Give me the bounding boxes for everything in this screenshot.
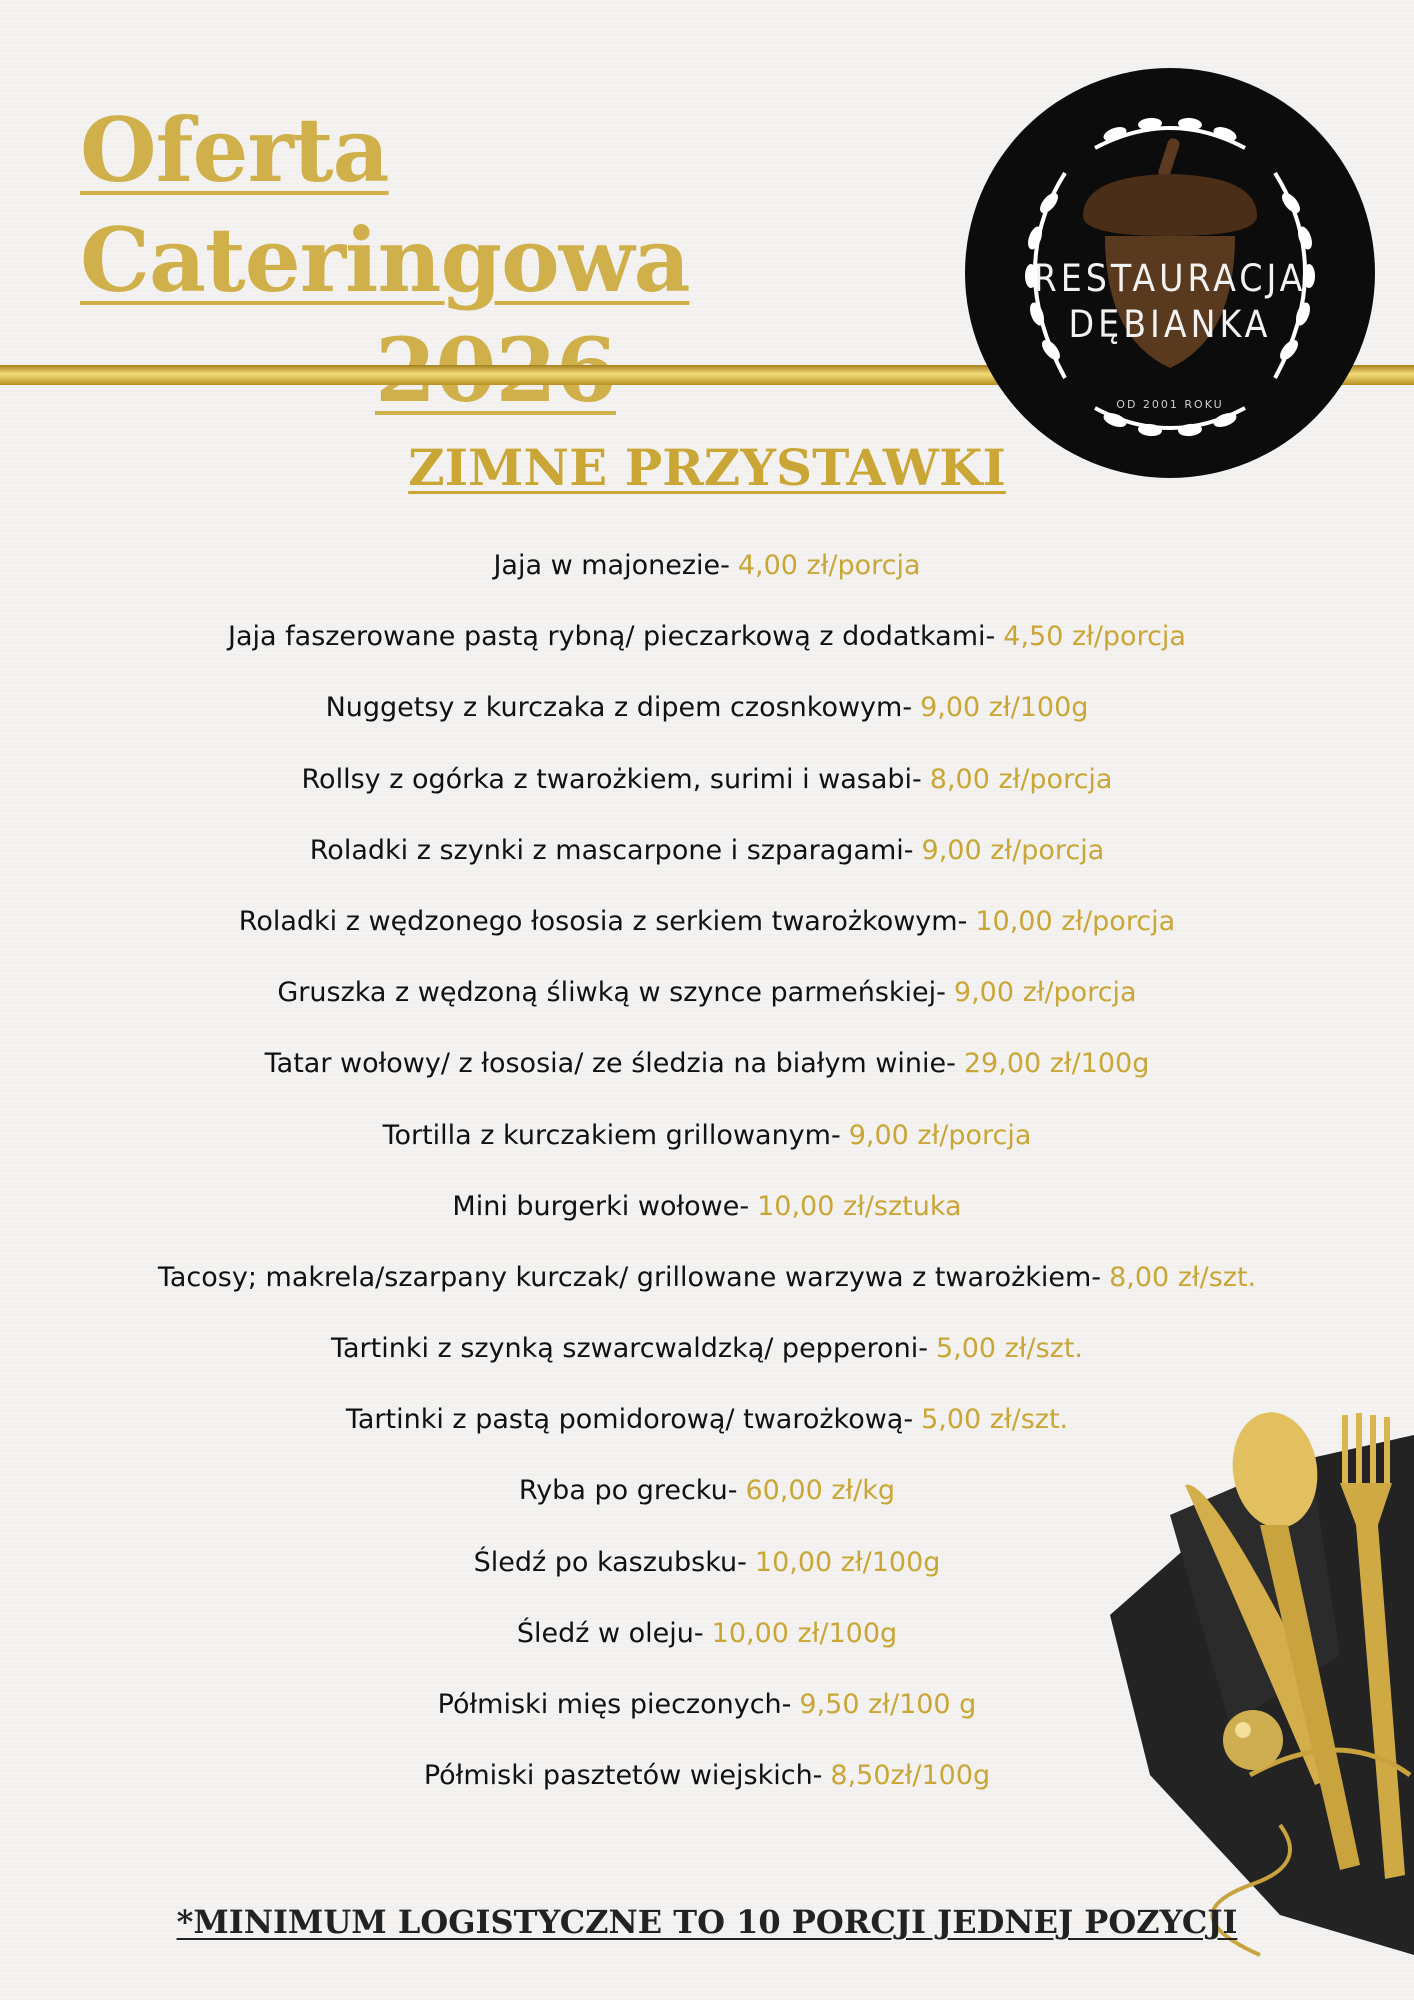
item-name: Jaja w majonezie- bbox=[493, 550, 730, 581]
menu-item bbox=[0, 1106, 1414, 1177]
item-name: Tartinki z pastą pomidorową/ twarożkową- bbox=[345, 1404, 914, 1436]
item-name: Roladki z szynki z mascarpone i szparagami- bbox=[309, 834, 914, 866]
item-price: 10,00 zł/100g bbox=[754, 1546, 941, 1578]
item-name: Tatar wołowy/ z łososia/ ze śledzia na białym winie- bbox=[264, 1048, 956, 1080]
item-price: 9,00 zł/porcja bbox=[921, 834, 1105, 866]
item-price: 9,50 zł/100 g bbox=[799, 1689, 977, 1720]
logo-line-1: RESTAURACJA bbox=[1033, 257, 1307, 300]
item-name: Śledź w oleju- bbox=[516, 1617, 704, 1649]
item-name: Gruszka z wędzoną śliwką w szynce parmeńskiej- bbox=[277, 977, 946, 1009]
item-name: Rollsy z ogórka z twarożkiem, surimi i wasabi- bbox=[301, 763, 922, 795]
menu-item bbox=[0, 1177, 1414, 1248]
logo-name bbox=[965, 256, 1375, 348]
section-title-text: ZIMNE PRZYSTAWKI bbox=[408, 438, 1006, 497]
item-price: 4,50 zł/porcja bbox=[1003, 621, 1186, 653]
menu-item bbox=[0, 821, 1414, 892]
item-price: 8,50zł/100g bbox=[830, 1760, 991, 1792]
logo-line-2: DĘBIANKA bbox=[1068, 303, 1272, 346]
item-price: 10,00 zł/100g bbox=[711, 1617, 898, 1649]
item-name: Mini burgerki wołowe- bbox=[452, 1190, 750, 1222]
item-name: Tartinki z szynką szwarcwaldzką/ pepperoni- bbox=[330, 1333, 928, 1365]
item-name: Jaja faszerowane pastą rybną/ pieczarkową z dodatkami- bbox=[228, 621, 996, 653]
item-name: Ryba po grecku- bbox=[518, 1475, 738, 1507]
section-title bbox=[0, 438, 1414, 497]
logo-since: OD 2001 ROKU bbox=[1116, 398, 1224, 411]
item-name: Półmiski mięs pieczonych- bbox=[437, 1689, 792, 1720]
item-price: 9,00 zł/100g bbox=[920, 692, 1089, 724]
item-name: Tortilla z kurczakiem grillowanym- bbox=[382, 1119, 841, 1151]
item-price: 8,00 zł/szt. bbox=[1109, 1261, 1257, 1293]
menu-item bbox=[0, 1034, 1414, 1105]
menu-item bbox=[0, 963, 1414, 1034]
item-name: Tacosy; makrela/szarpany kurczak/ grillowane warzywa z twarożkiem- bbox=[157, 1261, 1102, 1293]
item-name: Śledź po kaszubsku- bbox=[473, 1546, 747, 1578]
item-price: 60,00 zł/kg bbox=[745, 1475, 896, 1507]
footer-note-text: *MINIMUM LOGISTYCZNE TO 10 PORCJI JEDNEJ POZYCJI bbox=[176, 1903, 1238, 1941]
menu-item bbox=[0, 536, 1414, 607]
item-price: 10,00 zł/porcja bbox=[975, 905, 1176, 937]
menu-item bbox=[0, 1248, 1414, 1319]
item-price: 5,00 zł/szt. bbox=[921, 1404, 1069, 1436]
item-price: 10,00 zł/sztuka bbox=[757, 1190, 962, 1222]
menu-item bbox=[0, 1319, 1414, 1390]
menu-item bbox=[0, 892, 1414, 963]
title-line-1: Oferta Cateringowa bbox=[80, 98, 690, 312]
menu-item bbox=[0, 678, 1414, 749]
item-price: 9,00 zł/porcja bbox=[848, 1119, 1032, 1151]
footer-note bbox=[0, 1903, 1414, 1941]
item-price: 29,00 zł/100g bbox=[963, 1048, 1150, 1080]
item-price: 8,00 zł/porcja bbox=[929, 763, 1113, 795]
item-name: Nuggetsy z kurczaka z dipem czosnkowym- bbox=[325, 692, 913, 724]
item-price: 5,00 zł/szt. bbox=[935, 1333, 1084, 1365]
item-name: Roladki z wędzonego łososia z serkiem twarożkowym- bbox=[238, 905, 968, 937]
menu-item bbox=[0, 750, 1414, 821]
restaurant-logo bbox=[965, 68, 1375, 478]
item-price: 9,00 zł/porcja bbox=[953, 977, 1137, 1009]
item-name: Półmiski pasztetów wiejskich- bbox=[423, 1760, 823, 1792]
item-price: 4,00 zł/porcja bbox=[737, 550, 921, 581]
menu-item bbox=[0, 607, 1414, 678]
